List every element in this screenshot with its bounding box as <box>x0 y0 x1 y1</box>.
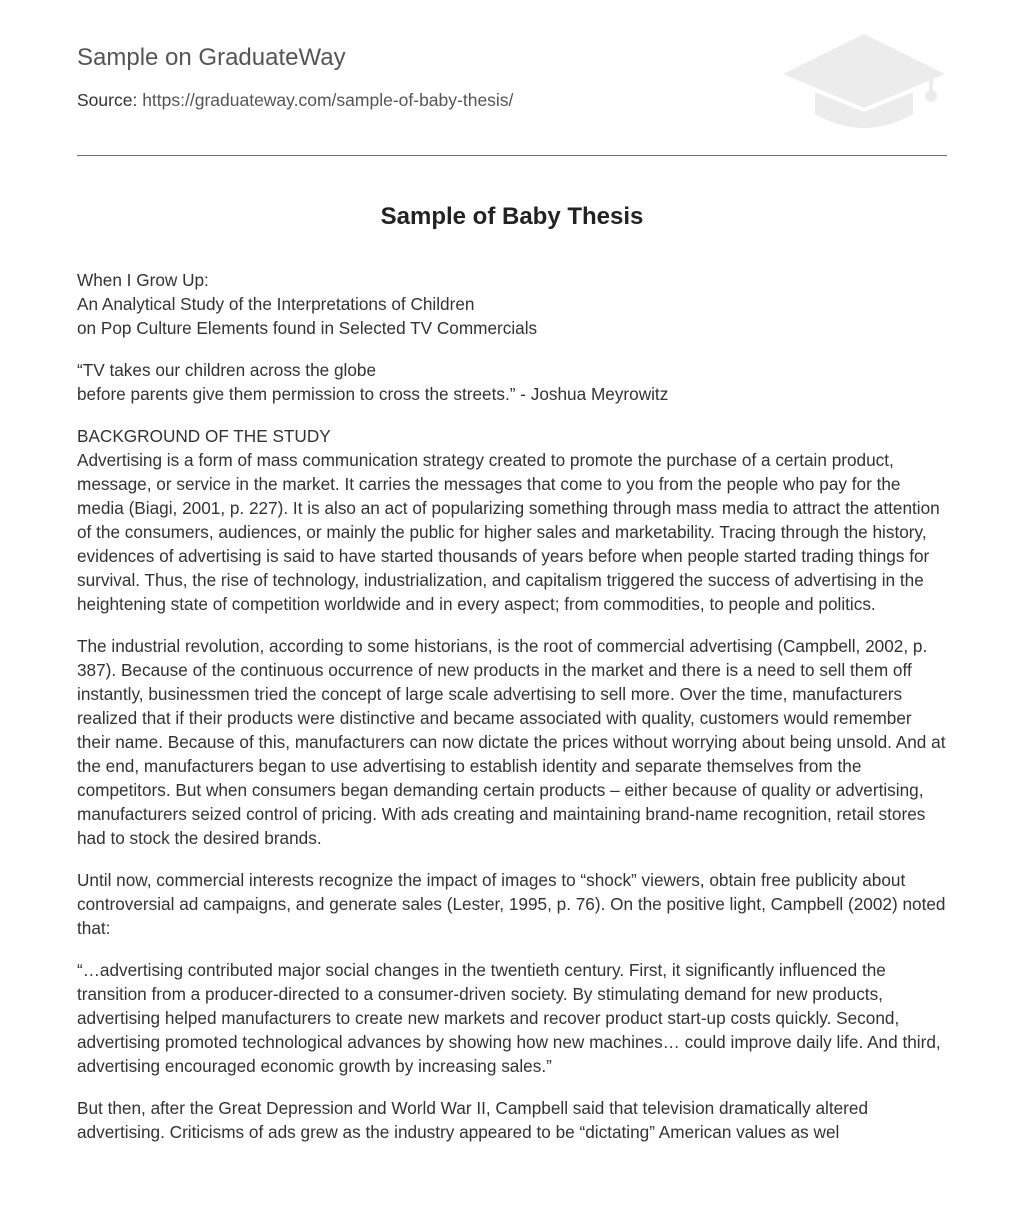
article-paragraph: But then, after the Great Depression and World War II, Campbell said that television dramatically altered advertising. Criticisms of ads grew as the industry appeared to be “dictating” American values as wel <box>77 1098 869 1142</box>
article-paragraph: Until now, commercial interests recognize the impact of images to “shock” viewers, obtain free publicity about controversial ad campaigns, and generate sales (Lester, 1995, p. 76). On the positive light, Campbell (2002) noted that: <box>77 870 946 938</box>
article-paragraph: “…advertising contributed major social changes in the twentieth century. First, it significantly influenced the transition from a producer-directed to a consumer-driven society. By stimulating demand for new products, advertising helped manufacturers to create new markets and recover product start-up costs quickly. Second, advertising promoted technological advances by showing how new machines… could improve daily life. And third, advertising encouraged economic growth by increasing sales.” <box>77 960 941 1076</box>
header-divider <box>77 155 947 156</box>
graduation-cap-icon <box>781 30 947 134</box>
site-name: Sample on GraduateWay <box>77 44 346 71</box>
page-header <box>77 0 947 156</box>
article-paragraph: When I Grow Up: An Analytical Study of the Interpretations of Children on Pop Culture Elements found in Selected TV Commercials <box>77 270 538 338</box>
source-label: Source: <box>77 90 138 110</box>
article-body <box>77 268 949 1162</box>
article-title: Sample of Baby Thesis <box>380 203 644 230</box>
source-link[interactable]: https://graduateway.com/sample-of-baby-thesis/ <box>142 90 514 110</box>
article-paragraph: “TV takes our children across the globe before parents give them permission to cross the streets.” - Joshua Meyrowitz <box>77 360 669 404</box>
source-line <box>77 90 513 111</box>
article-paragraph: BACKGROUND OF THE STUDY Advertising is a form of mass communication strategy created to promote the purchase of a certain product, message, or service in the market. It carries the messages that come to you from the people who pay for the media (Biagi, 2001, p. 227). It is also an act of popularizing something through mass media to attract the attention of the consumers, audiences, or mainly the public for higher sales and marketability. Tracing through the history, evidences of advertising is said to have started thousands of years before when people started trading things for survival. Thus, the rise of technology, industrialization, and capitalism triggered the success of advertising in the heightening state of competition worldwide and in every aspect; from commodities, to people and politics. <box>77 426 940 614</box>
article-paragraph: The industrial revolution, according to some historians, is the root of commercial advertising (Campbell, 2002, p. 387). Because of the continuous occurrence of new products in the market and there is a need to sell them off instantly, businessmen tried the concept of large scale advertising to sell more. Over the time, manufacturers realized that if their products were distinctive and became associated with quality, customers would remember their name. Because of this, manufacturers can now dictate the prices without worrying about being unsold. And at the end, manufacturers began to use advertising to establish identity and separate themselves from the competitors. But when consumers began demanding certain products – either because of quality or advertising, manufacturers seized control of pricing. With ads creating and maintaining brand-name recognition, retail stores had to stock the desired brands. <box>77 636 946 848</box>
